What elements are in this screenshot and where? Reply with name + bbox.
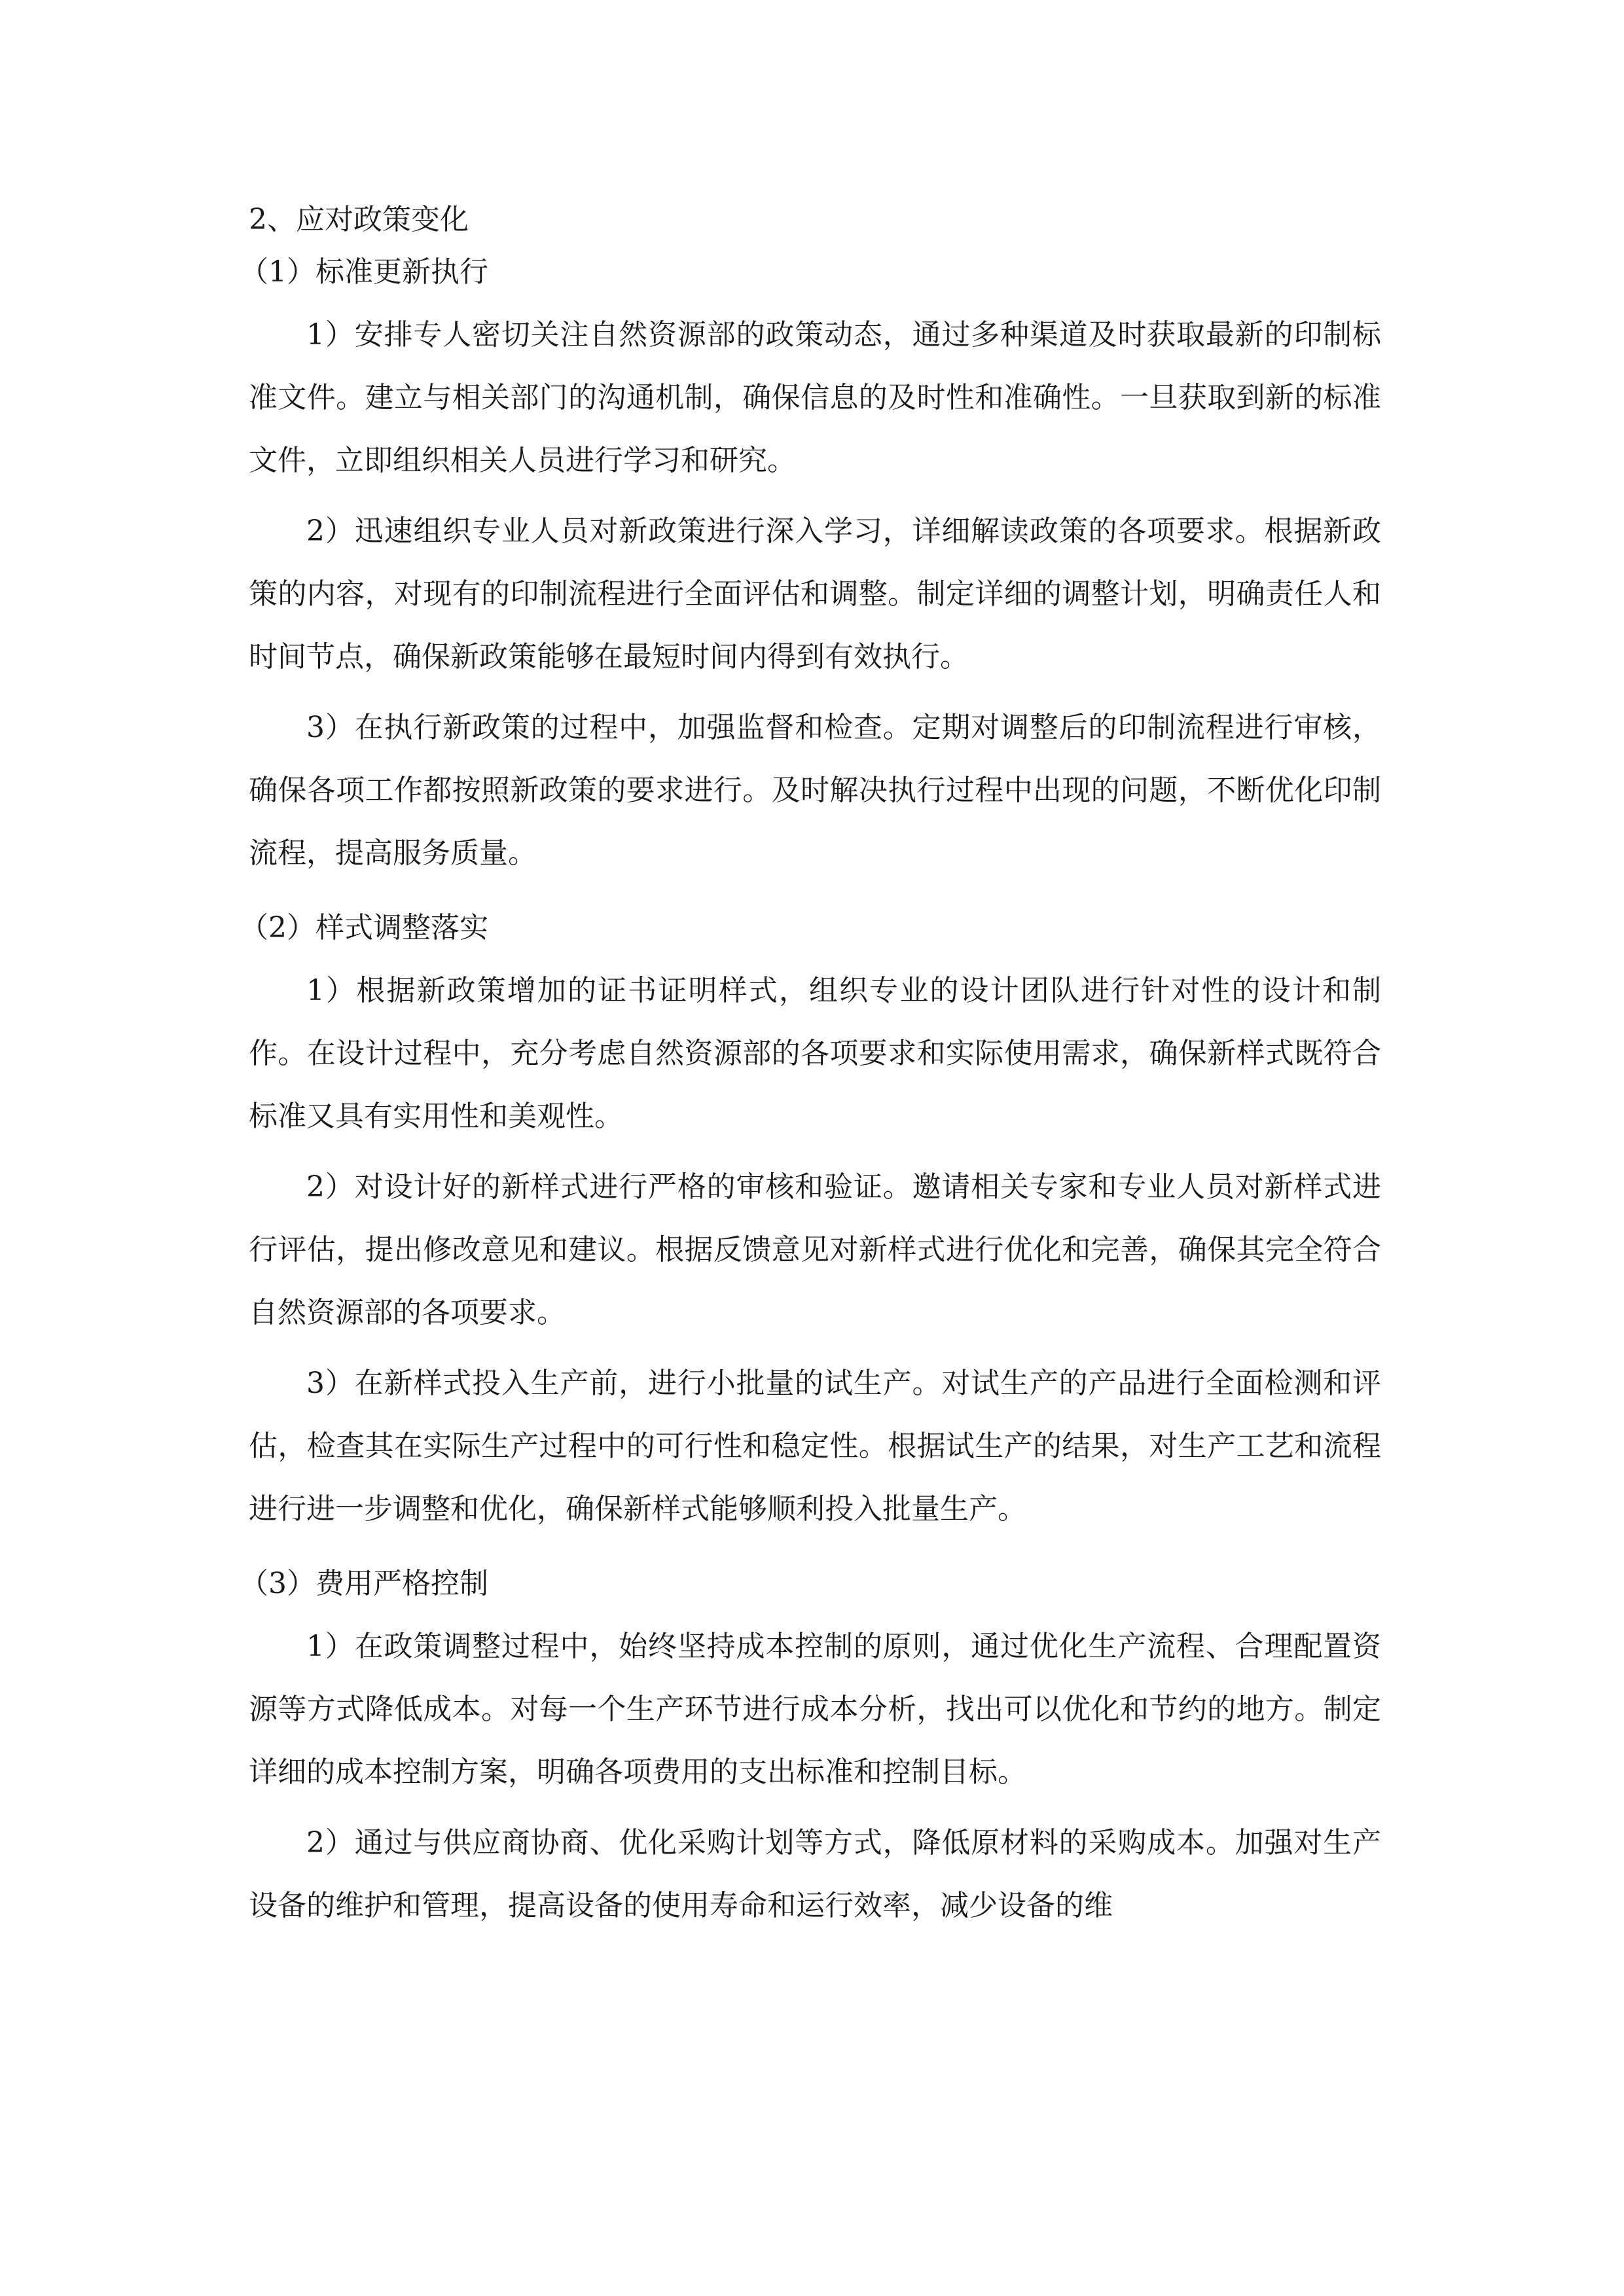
section-heading: 2、应对政策变化 (249, 203, 469, 236)
subsection-title-costs: （3）费用严格控制 (240, 1567, 488, 1600)
paragraph: 1）根据新政策增加的证书证明样式，组织专业的设计团队进行针对性的设计和制作。在设计过程中，充分考虑自然资源部的各项要求和实际使用需求，确保新样式既符合标准又具有实用性和美观性。 (249, 974, 1381, 1133)
paragraph: 3）在执行新政策的过程中，加强监督和检查。定期对调整后的印制流程进行审核，确保各项工作都按照新政策的要求进行。及时解决执行过程中出现的问题，不断优化印制流程，提高服务质量。 (249, 711, 1381, 870)
paragraph: 3）在新样式投入生产前，进行小批量的试生产。对试生产的产品进行全面检测和评估，检查其在实际生产过程中的可行性和稳定性。根据试生产的结果，对生产工艺和流程进行进一步调整和优化，确保新样式能够顺利投入批量生产。 (249, 1367, 1381, 1526)
subsection-title-standards: （1）标准更新执行 (240, 255, 488, 289)
paragraph: 1）安排专人密切关注自然资源部的政策动态，通过多种渠道及时获取最新的印制标准文件。建立与相关部门的沟通机制，确保信息的及时性和准确性。一旦获取到新的标准文件，立即组织相关人员进行学习和研究。 (249, 318, 1381, 477)
subsection-title-styles: （2）样式调整落实 (240, 911, 488, 944)
paragraph: 2）迅速组织专业人员对新政策进行深入学习，详细解读政策的各项要求。根据新政策的内容，对现有的印制流程进行全面评估和调整。制定详细的调整计划，明确责任人和时间节点，确保新政策能够在最短时间内得到有效执行。 (249, 514, 1381, 673)
paragraph: 1）在政策调整过程中，始终坚持成本控制的原则，通过优化生产流程、合理配置资源等方式降低成本。对每一个生产环节进行成本分析，找出可以优化和节约的地方。制定详细的成本控制方案，明确各项费用的支出标准和控制目标。 (249, 1630, 1381, 1789)
paragraph: 2）对设计好的新样式进行严格的审核和验证。邀请相关专家和专业人员对新样式进行评估，提出修改意见和建议。根据反馈意见对新样式进行优化和完善，确保其完全符合自然资源部的各项要求。 (249, 1170, 1381, 1329)
paragraph: 2）通过与供应商协商、优化采购计划等方式，降低原材料的采购成本。加强对生产设备的维护和管理，提高设备的使用寿命和运行效率，减少设备的维 (249, 1826, 1381, 1922)
document-body (240, 196, 1381, 1945)
